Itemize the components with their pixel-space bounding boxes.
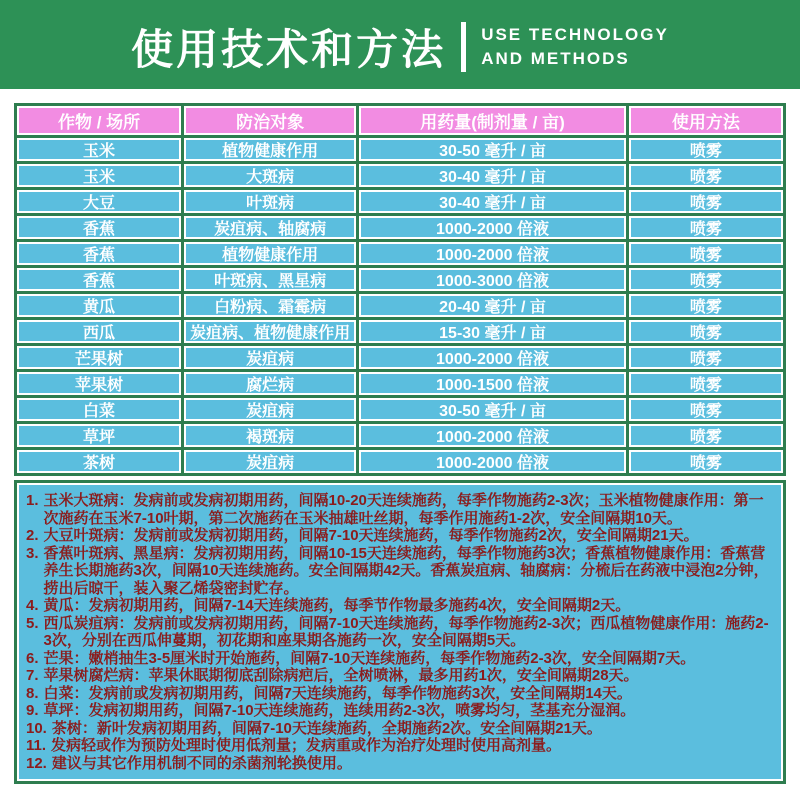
note-item — [26, 527, 773, 545]
table-cell: 植物健康作用 — [184, 242, 356, 265]
note-item — [26, 702, 773, 720]
note-number: 1. — [26, 492, 39, 509]
table-cell: 30-50 毫升 / 亩 — [359, 398, 626, 421]
note-number: 11. — [26, 737, 47, 754]
note-item — [26, 667, 773, 685]
table-cell: 白粉病、霜霉病 — [184, 294, 356, 317]
table-cell: 白菜 — [17, 398, 181, 421]
table-cell: 褐斑病 — [184, 424, 356, 447]
note-text: 玉米大斑病：发病前或发病初期用药，间隔10-20天连续施药，每季作物施药2-3次；玉米植物健康作用：第一次施药在玉米7-10叶期，第二次施药在玉米抽雄吐丝期，每季作用施药1-2次，安全间隔期10天。 — [43, 492, 764, 527]
table-cell: 喷雾 — [629, 398, 783, 421]
table-cell: 香蕉 — [17, 216, 181, 239]
table-cell: 炭疽病 — [184, 398, 356, 421]
column-header: 作物 / 场所 — [17, 106, 181, 135]
note-text: 西瓜炭疽病：发病前或发病初期用药，间隔7-10天连续施药，每季作物施药2-3次；西瓜植物健康作用：施药2-3次，分别在西瓜伸蔓期，初花期和座果期各施药一次，安全间隔期5天。 — [43, 614, 769, 649]
note-text: 苹果树腐烂病：苹果休眠期彻底刮除病疤后，全树喷淋，最多用药1次，安全间隔期28天。 — [43, 667, 639, 684]
table-cell: 炭疽病 — [184, 450, 356, 473]
column-header: 用药量(制剂量 / 亩) — [359, 106, 626, 135]
note-number: 10. — [26, 719, 47, 737]
table-cell: 玉米 — [17, 164, 181, 187]
note-number: 3. — [26, 544, 39, 562]
table-cell: 15-30 毫升 / 亩 — [359, 320, 626, 343]
note-item — [26, 492, 773, 527]
note-number: 2. — [26, 527, 39, 544]
table-cell: 叶斑病 — [184, 190, 356, 213]
note-text: 大豆叶斑病：发病前或发病初期用药，间隔7-10天连续施药，每季作物施药2次，安全间隔期21天。 — [43, 527, 699, 544]
note-item — [26, 545, 773, 598]
table-cell: 苹果树 — [17, 372, 181, 395]
table-cell: 30-50 毫升 / 亩 — [359, 138, 626, 161]
note-item — [26, 720, 773, 738]
note-number: 6. — [26, 649, 39, 667]
table-cell: 喷雾 — [629, 216, 783, 239]
page-title-en — [481, 23, 669, 71]
note-text: 草坪：发病初期用药，间隔7-10天连续施药，连续用药2-3次，喷雾均匀，茎基充分湿润。 — [43, 702, 636, 719]
page-title-zh: 使用技术和方法 — [131, 25, 447, 73]
header-banner — [0, 0, 800, 89]
note-item — [26, 650, 773, 668]
note-number: 8. — [26, 684, 39, 702]
note-item — [26, 755, 773, 773]
column-header: 防治对象 — [184, 106, 356, 135]
page-title-en-line2: AND METHODS — [481, 48, 630, 68]
table-cell: 茶树 — [17, 450, 181, 473]
title-divider-bar — [461, 22, 466, 72]
note-number: 9. — [26, 702, 39, 719]
table-cell: 20-40 毫升 / 亩 — [359, 294, 626, 317]
page-title-en-line1: USE TECHNOLOGY — [481, 24, 669, 44]
notes-panel — [14, 480, 786, 784]
table-cell: 1000-2000 倍液 — [359, 424, 626, 447]
table-cell: 喷雾 — [629, 372, 783, 395]
table-cell: 西瓜 — [17, 320, 181, 343]
table-cell: 植物健康作用 — [184, 138, 356, 161]
table-cell: 1000-3000 倍液 — [359, 268, 626, 291]
table-cell: 1000-1500 倍液 — [359, 372, 626, 395]
table-cell: 芒果树 — [17, 346, 181, 369]
table-cell: 草坪 — [17, 424, 181, 447]
note-item — [26, 615, 773, 650]
table-cell: 大豆 — [17, 190, 181, 213]
table-cell: 炭疽病、植物健康作用 — [184, 320, 356, 343]
note-text: 发病轻或作为预防处理时使用低剂量；发病重或作为治疗处理时使用高剂量。 — [51, 737, 562, 754]
table-cell: 1000-2000 倍液 — [359, 346, 626, 369]
note-text: 芒果：嫩梢抽生3-5厘米时开始施药，间隔7-10天连续施药，每季作物施药2-3次，安全间隔期7天。 — [43, 649, 696, 667]
table-cell: 喷雾 — [629, 268, 783, 291]
usage-table — [14, 103, 786, 476]
note-number: 4. — [26, 597, 39, 614]
table-cell: 喷雾 — [629, 450, 783, 473]
table-cell: 大斑病 — [184, 164, 356, 187]
note-item — [26, 685, 773, 703]
note-number: 5. — [26, 614, 39, 632]
table-cell: 1000-2000 倍液 — [359, 450, 626, 473]
note-text: 白菜：发病前或发病初期用药，间隔7天连续施药，每季作物施药3次，安全间隔期14天。 — [43, 684, 632, 702]
note-item — [26, 597, 773, 615]
table-cell: 喷雾 — [629, 320, 783, 343]
table-cell: 炭疽病、轴腐病 — [184, 216, 356, 239]
note-number: 7. — [26, 667, 39, 684]
table-cell: 30-40 毫升 / 亩 — [359, 164, 626, 187]
table-cell: 叶斑病、黑星病 — [184, 268, 356, 291]
table-cell: 1000-2000 倍液 — [359, 216, 626, 239]
banner-title-group — [131, 17, 669, 77]
table-cell: 香蕉 — [17, 268, 181, 291]
note-number: 12. — [26, 754, 47, 772]
table-cell: 1000-2000 倍液 — [359, 242, 626, 265]
table-cell: 喷雾 — [629, 294, 783, 317]
note-text: 香蕉叶斑病、黑星病：发病初期用药，间隔10-15天连续施药，每季作物施药3次；香蕉植物健康作用：香蕉营养生长期施药3次，间隔10天连续施药。安全间隔期42天。香蕉炭疽病、轴腐病：分梳后在药液中浸泡2分钟，捞出后晾干，装入聚乙烯袋密封贮存。 — [43, 544, 769, 597]
table-cell: 喷雾 — [629, 164, 783, 187]
note-text: 黄瓜：发病初期用药，间隔7-14天连续施药，每季节作物最多施药4次，安全间隔期2天。 — [43, 597, 631, 614]
table-cell: 喷雾 — [629, 346, 783, 369]
table-cell: 30-40 毫升 / 亩 — [359, 190, 626, 213]
note-text: 建议与其它作用机制不同的杀菌剂轮换使用。 — [51, 754, 352, 772]
table-cell: 喷雾 — [629, 424, 783, 447]
table-cell: 玉米 — [17, 138, 181, 161]
note-item — [26, 737, 773, 755]
table-cell: 腐烂病 — [184, 372, 356, 395]
table-cell: 香蕉 — [17, 242, 181, 265]
table-cell: 喷雾 — [629, 242, 783, 265]
note-text: 茶树：新叶发病初期用药，间隔7-10天连续施药，全期施药2次。安全间隔期21天。 — [51, 719, 602, 737]
table-cell: 喷雾 — [629, 190, 783, 213]
column-header: 使用方法 — [629, 106, 783, 135]
table-cell: 黄瓜 — [17, 294, 181, 317]
table-cell: 喷雾 — [629, 138, 783, 161]
table-cell: 炭疽病 — [184, 346, 356, 369]
